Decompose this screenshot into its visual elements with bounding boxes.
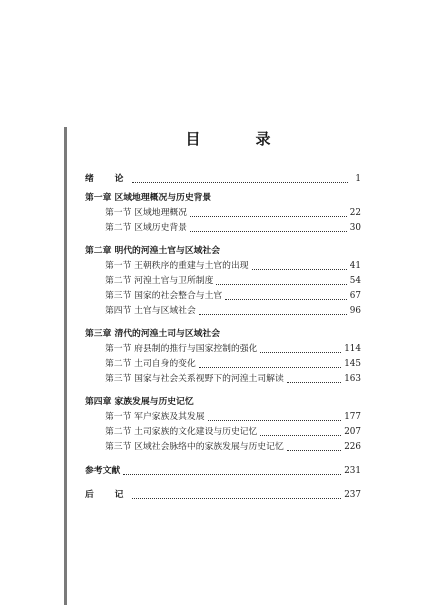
toc-section-label: 第二节 河湟土官与卫所制度 [105,276,214,286]
toc-section-label: 第一节 王朝秩序的重建与土官的出现 [105,261,249,271]
toc-chapter-2[interactable] [85,244,361,259]
dot-leader [208,420,342,421]
toc-section-label: 第二节 土司家族的文化建设与历史记忆 [105,427,258,437]
toc-section-4-3[interactable] [85,440,361,455]
toc-page-number: 145 [344,359,361,369]
dot-leader [123,474,341,475]
toc-page-number: 177 [344,412,361,422]
toc-entry-intro[interactable] [85,172,361,187]
toc-page-number: 22 [349,208,361,218]
toc-chapter-label: 第二章 明代的河湟土官与区域社会 [85,246,221,256]
dot-leader [252,269,347,270]
toc-page-number: 41 [349,261,361,271]
toc-section-label: 第三节 国家的社会整合与土官 [105,291,223,301]
dot-leader [260,352,341,353]
toc-page-number: 207 [344,427,361,437]
toc-page-number: 96 [349,306,361,316]
toc-section-4-1[interactable] [85,410,361,425]
toc-section-1-2[interactable] [85,221,361,236]
toc-page-number: 1 [355,174,361,184]
dot-leader [190,216,347,217]
toc-page-number: 231 [344,466,361,476]
spacer [85,479,361,488]
toc-section-label: 第二节 区域历史背景 [105,223,187,233]
toc-entry-label: 参考文献 [85,466,121,476]
toc-section-label: 第一节 府县制的推行与国家控制的强化 [105,344,258,354]
dot-leader [287,382,341,383]
toc-entry-afterword[interactable] [85,488,361,503]
toc-chapter-1[interactable] [85,191,361,206]
toc-section-2-3[interactable] [85,289,361,304]
toc-entry-label: 绪 论 [85,174,130,184]
dot-leader [216,284,346,285]
toc-chapter-label: 第三章 清代的河湟土司与区域社会 [85,329,221,339]
dot-leader [287,450,341,451]
toc-section-3-3[interactable] [85,372,361,387]
toc-section-2-1[interactable] [85,259,361,274]
toc-section-1-1[interactable] [85,206,361,221]
margin-rule [64,127,67,605]
toc-section-label: 第一节 军户家族及其发展 [105,412,205,422]
dot-leader [132,498,341,499]
toc-page-number: 114 [344,344,361,354]
toc-page-number: 54 [349,276,361,286]
toc-page-number: 237 [344,490,361,500]
toc-section-label: 第四节 土官与区域社会 [105,306,196,316]
dot-leader [260,435,341,436]
toc-section-3-2[interactable] [85,357,361,372]
dot-leader [199,314,347,315]
toc-section-label: 第一节 区域地理概况 [105,208,187,218]
toc-page-number: 226 [344,442,361,452]
toc-section-label: 第二节 土司自身的变化 [105,359,196,369]
toc-chapter-label: 第四章 家族发展与历史记忆 [85,397,194,407]
dot-leader [190,231,347,232]
toc-entry-references[interactable] [85,464,361,479]
toc-chapter-3[interactable] [85,327,361,342]
table-of-contents [85,172,361,503]
toc-page-number: 67 [349,291,361,301]
toc-entry-label: 后 记 [85,490,130,500]
toc-page-number: 30 [349,223,361,233]
dot-leader [199,367,341,368]
spacer [85,455,361,464]
toc-section-4-2[interactable] [85,425,361,440]
toc-page-number: 163 [344,374,361,384]
page-title: 目 录 [185,130,291,148]
toc-chapter-label: 第一章 区域地理概况与历史背景 [85,193,212,203]
dot-leader [132,182,348,183]
toc-section-2-2[interactable] [85,274,361,289]
toc-section-label: 第三节 国家与社会关系视野下的河湟土司解读 [105,374,284,384]
toc-section-2-4[interactable] [85,304,361,319]
toc-section-label: 第三节 区域社会脉络中的家族发展与历史记忆 [105,442,284,452]
toc-chapter-4[interactable] [85,395,361,410]
toc-section-3-1[interactable] [85,342,361,357]
dot-leader [225,299,347,300]
